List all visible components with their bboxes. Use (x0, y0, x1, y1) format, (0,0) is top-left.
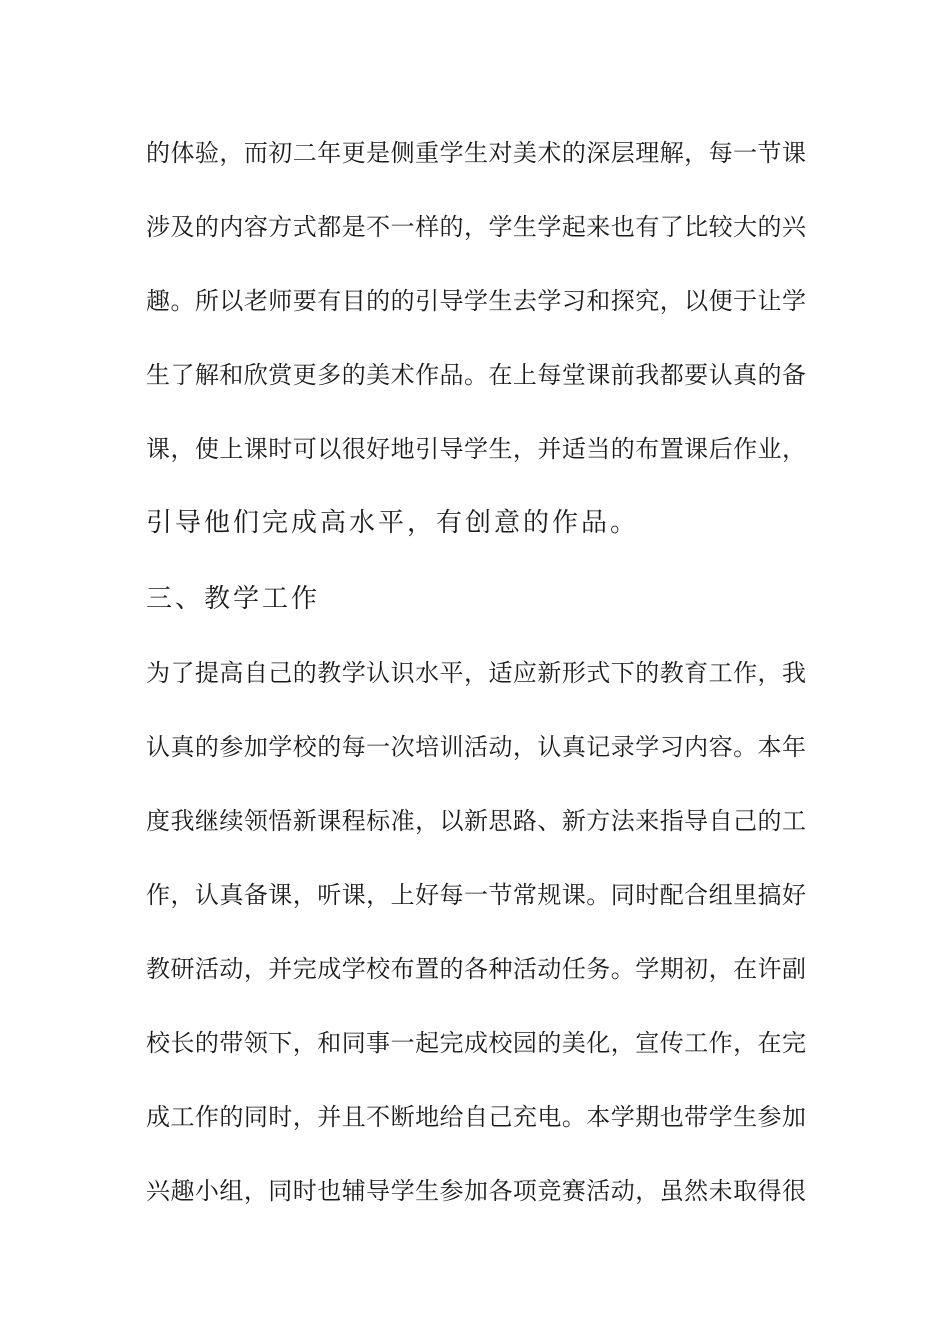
text-line-12: 教研活动，并完成学校布置的各种活动任务。学期初，在许副 (146, 955, 806, 983)
text-line-4: 生了解和欣赏更多的美术作品。在上每堂课前我都要认真的备 (146, 361, 806, 389)
text-line-3: 趣。所以老师要有目的的引导学生去学习和探究，以便于让学 (146, 287, 806, 315)
text-line-13: 校长的带领下，和同事一起完成校园的美化，宣传工作，在完 (146, 1029, 806, 1057)
text-line-15: 兴趣小组，同时也辅导学生参加各项竞赛活动，虽然未取得很 (146, 1177, 806, 1205)
text-line-9: 认真的参加学校的每一次培训活动，认真记录学习内容。本年 (146, 733, 806, 761)
text-line-8: 为了提高自己的教学认识水平，适应新形式下的教育工作，我 (146, 659, 806, 687)
text-line-11: 作，认真备课，听课，上好每一节常规课。同时配合组里搞好 (146, 881, 806, 909)
text-line-14: 成工作的同时，并且不断地给自己充电。本学期也带学生参加 (146, 1103, 806, 1131)
text-line-6: 引导他们完成高水平，有创意的作品。 (146, 508, 640, 538)
text-line-2: 涉及的内容方式都是不一样的，学生学起来也有了比较大的兴 (146, 213, 806, 241)
section-heading: 三、教学工作 (146, 584, 321, 614)
text-line-5: 课，使上课时可以很好地引导学生，并适当的布置课后作业， (146, 435, 806, 463)
text-line-10: 度我继续领悟新课程标准，以新思路、新方法来指导自己的工 (146, 807, 806, 835)
text-line-1: 的体验，而初二年更是侧重学生对美术的深层理解，每一节课 (146, 139, 806, 167)
